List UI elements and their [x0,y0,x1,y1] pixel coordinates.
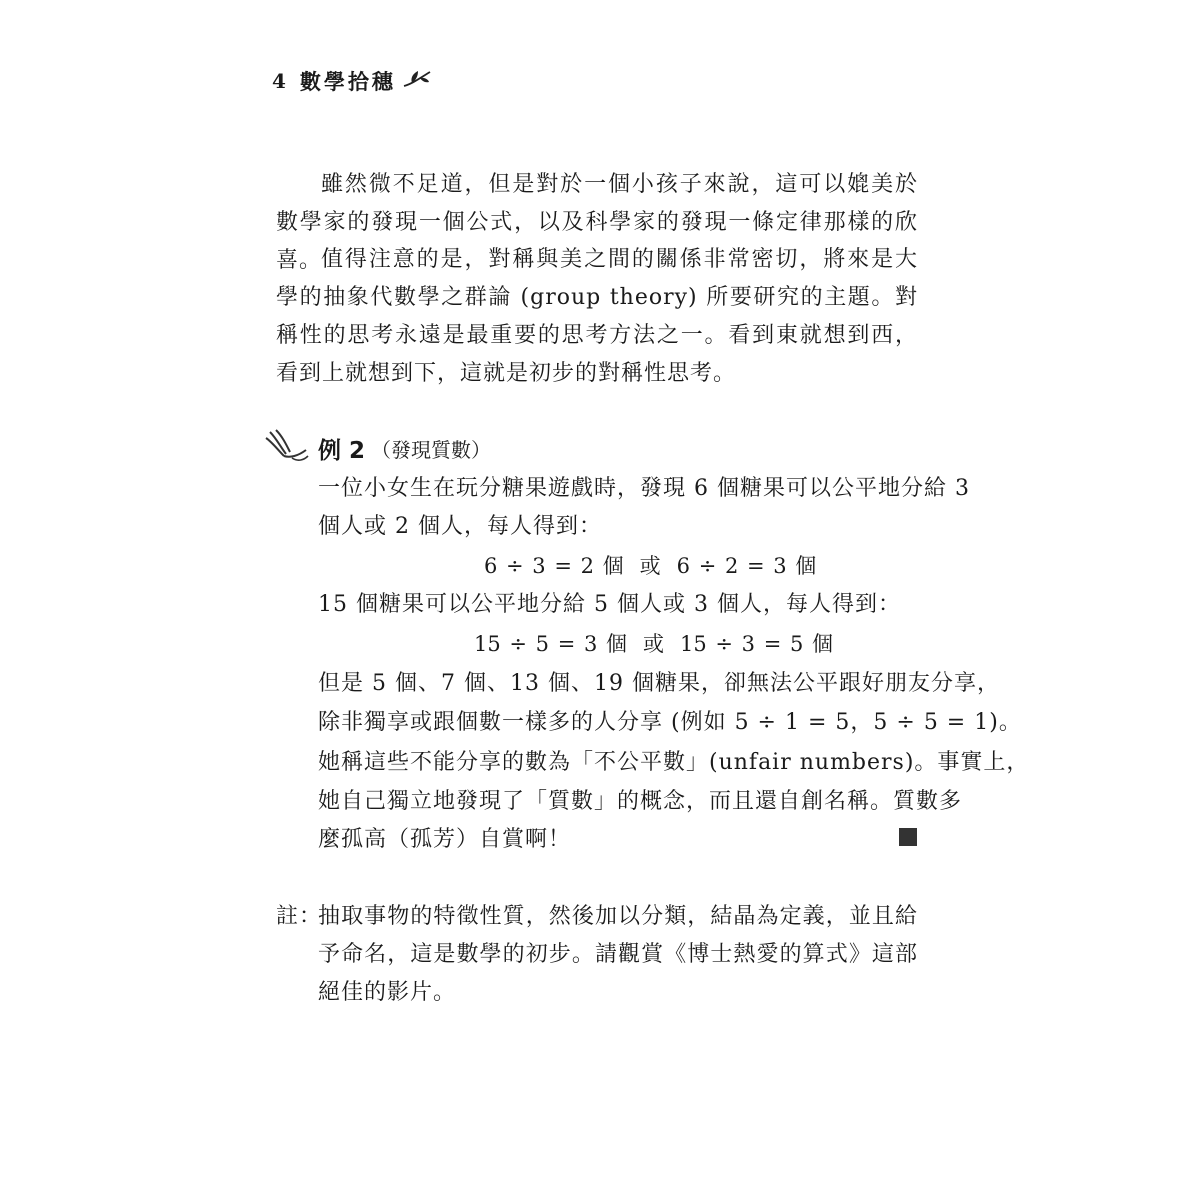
equation-1 [484,547,816,585]
example-line: 她稱這些不能分享的數為「不公平數」(unfair numbers)。事實上， [318,750,1030,775]
bird-icon [262,428,312,468]
equation-or: 或 [639,554,661,578]
example-line: 除非獨享或跟個數一樣多的人分享 (例如 5 ÷ 1 = 5，5 ÷ 5 = 1)。 [318,710,1022,735]
equation-2 [474,625,833,663]
paragraph-1: 雖然微不足道，但是對於一個小孩子來說，這可以媲美於數學家的發現一個公式，以及科學家的發現一條定律那樣的欣喜。 [276,172,918,273]
example-line: 15 個糖果可以公平地分給 5 個人或 3 個人，每人得到： [318,592,901,617]
example-line: 個人或 2 個人，每人得到： [318,514,602,539]
paragraph-2: 值得注意的是，對稱與美之間的關係非常密切，將來是大學的抽象代數學之群論 (group theory) 所要研究的主題。對稱性的思考永遠是最重要的思考方法之一。看到東就想到西，看到上就想到下，這就是初步的對稱性思考。 [276,247,918,386]
leaf-icon [402,68,432,94]
example-label: 例 2 [318,437,366,464]
running-header [272,66,432,96]
example-heading [262,428,491,468]
example-line: 她自己獨立地發現了「質數」的概念，而且還自創名稱。質數多 [318,789,963,814]
book-title: 數學拾穗 [299,69,396,94]
footnote [276,898,918,1012]
example-line: 一位小女生在玩分糖果遊戲時，發現 6 個糖果可以公平地分給 3 [318,476,970,501]
equation-or: 或 [643,632,665,656]
example-line: 麼孤高（孤芳）自賞啊！ [318,827,572,852]
equation-left: 15 ÷ 5 = 3 個 [474,632,628,656]
equation-right: 15 ÷ 3 = 5 個 [680,632,834,656]
equation-right: 6 ÷ 2 = 3 個 [676,554,817,578]
example-subtitle: （發現質數） [371,437,492,462]
end-of-proof-square [899,828,917,846]
note-label: 註： [276,904,323,929]
example-line: 但是 5 個、7 個、13 個、19 個糖果，卻無法公平跟好朋友分享， [318,671,1000,696]
note-text: 抽取事物的特徵性質，然後加以分類，結晶為定義，並且給予命名，這是數學的初步。請觀賞《博士熱愛的算式》這部絕佳的影片。 [318,904,918,1005]
page-number: 4 [272,69,286,93]
equation-left: 6 ÷ 3 = 2 個 [484,554,624,578]
